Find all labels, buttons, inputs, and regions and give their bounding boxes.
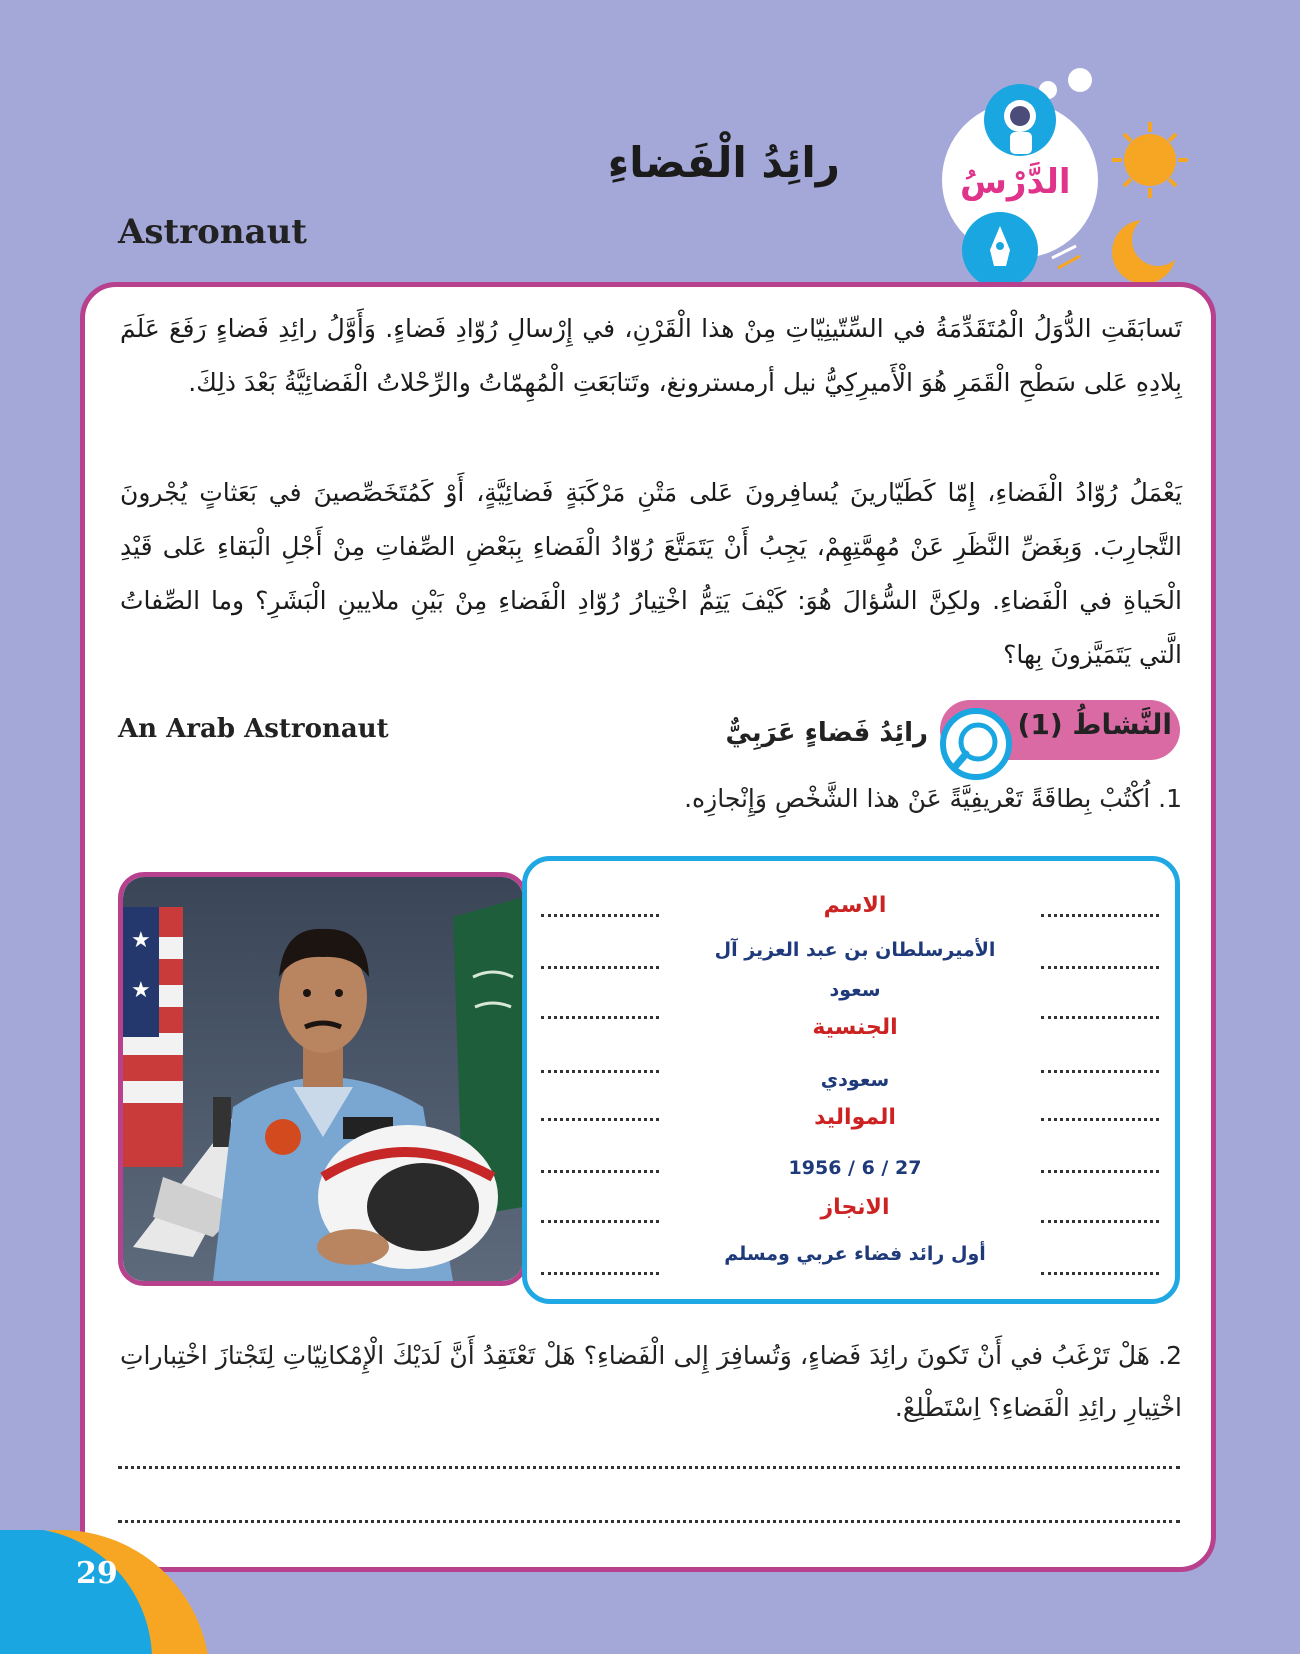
dotted-line — [1041, 1013, 1159, 1019]
question-2: 2. هَلْ تَرْغَبُ في أَنْ تَكونَ رائِدَ فَضاءٍ، وَتُسافِرَ إِلى الْفَضاءِ؟ هَلْ تَعْتَقِدُ أَنَّ لَدَيْكَ الْإِمْكانِيّاتِ لِتَجْتازَ اخْتِباراتِ اخْتِيارِ رائِدِ الْفَضاءِ؟ اِسْتَطْلِعْ. — [120, 1341, 1182, 1422]
dotted-line — [541, 1167, 659, 1173]
nationality-value: سعودي — [820, 1069, 890, 1091]
answer-line[interactable] — [118, 1466, 1180, 1469]
info-card — [522, 856, 1180, 1304]
achievement-value: أول رائد فضاء عربي ومسلم — [724, 1243, 986, 1265]
magnifier-icon — [940, 708, 1012, 780]
sun-icon — [1124, 134, 1176, 186]
astronaut-photo — [118, 872, 528, 1286]
us-flag — [123, 907, 183, 1167]
dotted-line — [1041, 1067, 1159, 1073]
name-label: الاسم — [823, 893, 887, 918]
dotted-line — [1041, 1115, 1159, 1121]
dotted-line — [541, 911, 659, 917]
name-value-2: سعود — [829, 979, 881, 1001]
birth-label: المواليد — [814, 1105, 896, 1130]
lesson-badge-label: الدَّرْسُ — [960, 162, 1071, 202]
dotted-line — [541, 963, 659, 969]
intro-paragraph-2: يَعْمَلُ رُوّادُ الْفَضاءِ، إِمّا كَطَيّارينَ يُسافِرونَ عَلى مَتْنِ مَرْكَبَةٍ فَضائِيَّةٍ، أَوْ كَمُتَخَصِّصينَ في بَعَثاتٍ يُجْرونَ التَّجارِبَ. وَبِغَضِّ النَّظَرِ عَنْ مُهِمَّتِهِمْ، يَجِبُ أَنْ يَتَمَتَّعَ رُوّادُ الْفَضاءِ بِبَعْضِ الصِّفاتِ مِنْ أَجْلِ الْبَقاءِ عَلى قَيْدِ الْحَياةِ في الْفَضاءِ. ولكِنَّ السُّؤالَ هُوَ: كَيْفَ يَتِمُّ اخْتِيارُ رُوّادِ الْفَضاءِ مِنْ بَيْنِ ملايينِ الْبَشَرِ؟ وما الصِّفاتُ الَّتي يَتَمَيَّزونَ بِها؟ — [120, 478, 1182, 669]
birth-value: 1956 / 6 / 27 — [788, 1157, 922, 1179]
activity-subtitle: رائِدُ فَضاءٍ عَرَبِيٌّ — [725, 718, 928, 748]
activity-label: النَّشاطُ (1) — [1017, 708, 1172, 741]
svg-text:★: ★ — [131, 978, 151, 1003]
answer-line[interactable] — [118, 1520, 1180, 1523]
lesson-title-ar: رائِدُ الْفَضاءِ — [607, 138, 840, 187]
achievement-label: الانجاز — [820, 1195, 890, 1220]
corner-decoration — [0, 1530, 280, 1654]
dotted-line — [541, 1217, 659, 1223]
dotted-line — [1041, 1167, 1159, 1173]
dotted-line — [541, 1013, 659, 1019]
intro-paragraph-1: تَسابَقَتِ الدُّوَلُ الْمُتَقَدِّمَةُ في السِّتّينِيّاتِ مِنْ هذا الْقَرْنِ، في إِرْسالِ رُوّادِ فَضاءٍ. وَأَوَّلُ رائِدِ فَضاءٍ رَفَعَ عَلَمَ بِلادِهِ عَلى سَطْحِ الْقَمَرِ هُوَ الْأَميرِكِيُّ نيل أرمسترونغ، وتَتابَعَتِ الْمُهِمّاتُ والرِّحْلاتُ الْفَضائِيَّةُ بَعْدَ ذلِكَ. — [120, 314, 1182, 397]
dotted-line — [541, 1115, 659, 1121]
name-value-1: الأميرسلطان بن عبد العزيز آل — [714, 939, 996, 961]
dotted-line — [1041, 1217, 1159, 1223]
svg-text:★: ★ — [131, 928, 151, 953]
lesson-title-en: Astronaut — [118, 212, 307, 252]
page-number: 29 — [76, 1556, 118, 1591]
question-1: 1. اُكْتُبْ بِطاقَةً تَعْريفِيَّةً عَنْ هذا الشَّخْصِ وَإِنْجازِه. — [684, 784, 1182, 813]
dotted-line — [1041, 911, 1159, 917]
dotted-line — [1041, 963, 1159, 969]
dotted-line — [541, 1067, 659, 1073]
activity-title-en: An Arab Astronaut — [118, 714, 389, 744]
dotted-line — [1041, 1269, 1159, 1275]
nationality-label: الجنسية — [812, 1015, 898, 1040]
dotted-line — [541, 1269, 659, 1275]
